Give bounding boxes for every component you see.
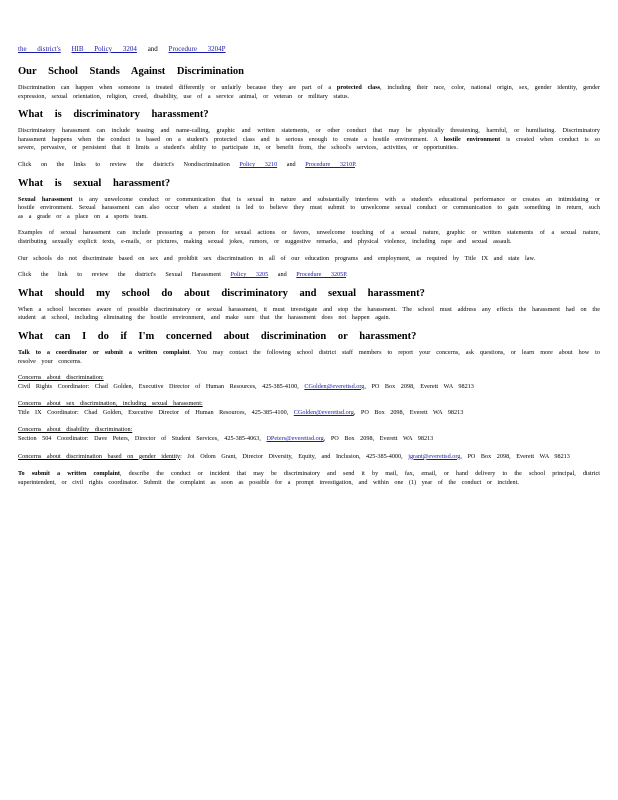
heading-what-should-school-do: What should my school do about discriminatory and sexual harassment? [18, 287, 425, 299]
top-ref-prefix[interactable]: the district's [18, 45, 61, 53]
paragraph-nondiscrimination-links: Click on the links to review the district's Nondiscrimination Policy 3210 and Procedure 3210P. [18, 160, 357, 168]
paragraph-sexual-harassment-definition: Sexual harassment is any unwelcome conduct or communication that is sexual in nature and substantially interferes with a student's educational performance or creates an intimidating or hostile environment. Sexual harassment can also occur when a student is led to believe they must submit to unwelcome sexual conduct or communication to gain something in return, such as a grade or a place on a sports team. [18, 195, 600, 220]
paragraph-title-ix: Our schools do not discriminate based on sex and prohibit sex discrimination in all of our education programs and employment, as required by Title IX and state law. [18, 254, 536, 262]
paragraph-sexual-harassment-examples: Examples of sexual harassment can include pressuring a person for sexual actions or favors, unwelcome touching of a sexual nature, graphic or written statements of a sexual nature, distributing sexually explicit texts, e-mails, or pictures, making sexual jokes, rumors, or suggestive remarks, and physical violence, including rape and sexual assault. [18, 229, 600, 245]
paragraph-sexual-harassment-links: Click the link to review the district's Sexual Harassment Policy 3205 and Procedure 3205P. [18, 271, 348, 279]
paragraph-submit-complaint: To submit a written complaint, describe the conduct or incident that may be discriminatory and send it by mail, fax, email, or hand delivery to the school principal, district superintendent, or civil rights coordinator. Submit the complaint as soon as possible for a prompt investigation, and within one (1) year of the conduct or incident. [18, 470, 600, 486]
paragraph-school-obligations: When a school becomes aware of possible discriminatory or sexual harassment, it must investigate and stop the harassment. The school must address any effects the harassment had on the student at school, including eliminating the hostile environment, and make sure that the harassment does not happen again. [18, 305, 600, 322]
heading-sexual-harassment: What is sexual harassment? [18, 177, 171, 189]
heading-what-can-i-do: What can I do if I'm concerned about discrimination or harassment? [18, 330, 417, 342]
top-ref-and: and [147, 45, 158, 53]
paragraph-contact-intro: Talk to a coordinator or submit a written complaint. You may contact the following school district staff members to report your concerns, ask questions, or learn more about how to resolve your concerns. [18, 348, 600, 365]
email-link[interactable]: CGolden@everettsd.org [293, 408, 354, 416]
hib-procedure-link[interactable]: Procedure 3204P [168, 45, 226, 53]
email-link[interactable]: CGolden@everettsd.org [304, 382, 365, 390]
procedure-3210p-link[interactable]: Procedure 3210P [305, 160, 355, 168]
heading-discriminatory-harassment: What is discriminatory harassment? [18, 109, 209, 121]
procedure-3205p-link[interactable]: Procedure 3205P [296, 271, 347, 279]
top-reference-line [18, 44, 600, 54]
contact-head: Concerns about discrimination: [18, 374, 104, 382]
email-link[interactable]: jgrant@everettsd.org [408, 452, 461, 460]
contact-gender-identity: Concerns about discrimination based on gender identity: Joi Odom Grant, Director Diversity, Equity, and Inclusion, 425-385-4000, jgrant@everettsd.org, PO Box 2098, Everett WA 98213 [18, 452, 570, 460]
contact-civil-rights: Concerns about discrimination: Civil Rights Coordinator: Chad Golden, Executive Director of Human Resources, 425-385-4100, CGolden@everettsd.org, PO Box 2098, Everett WA 98213 [18, 374, 600, 391]
paragraph-harassment-definition: Discriminatory harassment can include teasing and name-calling, graphic and written statements, or other conduct that may be physically threatening, harmful, or humiliating. Discriminatory harassment happens when the conduct is based on a student's protected class and is serious enough to create a hostile environment. A hostile environment is created when conduct is so severe, pervasive, or persistent that it limits a student's ability to participate in, or benefit from, the school's services, activities, or opportunities. [18, 127, 601, 152]
contact-section-504: Concerns about disability discrimination: Section 504 Coordinator: Dave Peters, Director of Student Services, 425-385-4063, DPeters@everettsd.org, PO Box 2098, Everett WA 98213 [18, 426, 600, 443]
policy-3205-link[interactable]: Policy 3205 [230, 271, 269, 279]
contact-head: Concerns about sex discrimination, including sexual harassment: [18, 400, 203, 408]
policy-3210-link[interactable]: Policy 3210 [239, 160, 278, 168]
contact-head: Concerns about disability discrimination: [18, 426, 133, 434]
hib-policy-link[interactable]: HIB Policy 3204 [71, 45, 137, 53]
contact-title-ix: Concerns about sex discrimination, including sexual harassment: Title IX Coordinator: Chad Golden, Executive Director of Human Resources, 425-385-4100, CGolden@everettsd.org, PO Box 2098, Everett WA 98213 [18, 400, 600, 417]
email-link[interactable]: DPeters@everettsd.org [266, 435, 324, 443]
heading-stands-against-discrimination: Our School Stands Against Discrimination [18, 66, 245, 77]
paragraph-discrimination-definition: Discrimination can happen when someone is treated differently or unfairly because they are part of a protected class, including their race, color, national origin, sex, gender identity, gender expression, sexual orientation, religion, creed, disability, use of a service animal, or veteran or military status. [18, 84, 600, 100]
contact-head: Concerns about discrimination based on gender identity [18, 452, 181, 460]
